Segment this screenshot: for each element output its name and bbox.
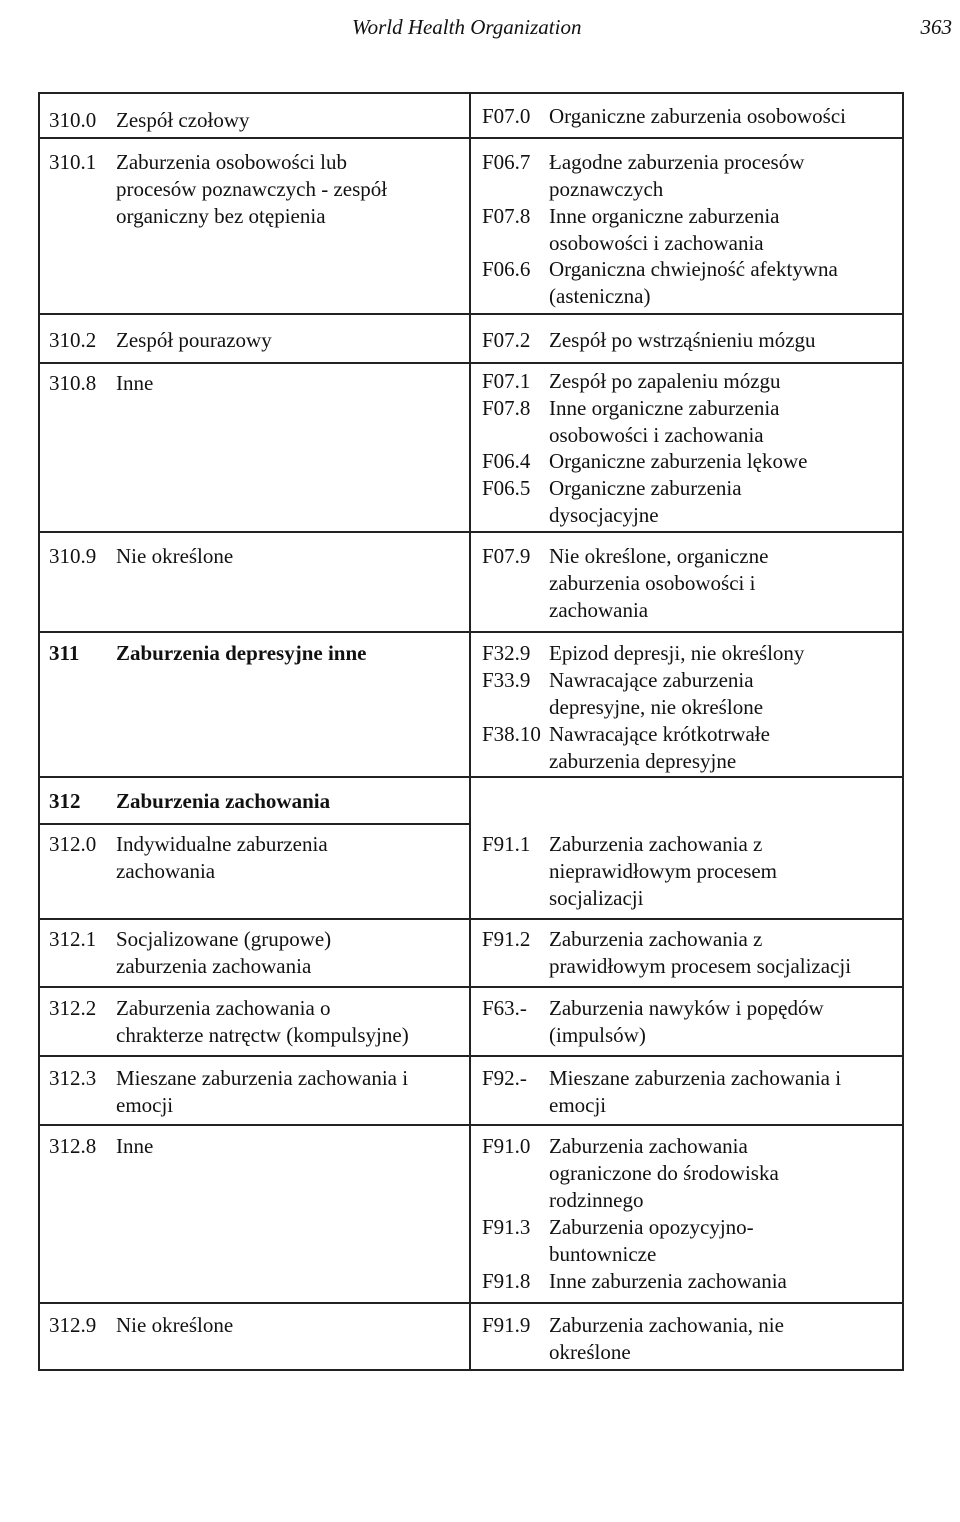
label-line: Indywidualne zaburzenia xyxy=(116,832,328,856)
right-entry xyxy=(482,103,846,130)
label-line: Zaburzenia depresyjne inne xyxy=(116,641,367,665)
code: 310.0 xyxy=(49,108,97,132)
label-line: buntownicze xyxy=(549,1242,657,1266)
code: 312 xyxy=(49,789,81,813)
label-line: Nie określone xyxy=(116,544,234,568)
left-entry xyxy=(49,926,332,978)
code: F92.- xyxy=(482,1066,527,1090)
code: 310.2 xyxy=(49,328,97,352)
label-line: Inne organiczne zaburzenia xyxy=(549,396,780,420)
row-rule xyxy=(40,137,904,139)
left-entry xyxy=(49,370,154,397)
page-number: 363 xyxy=(920,15,952,39)
code: F91.1 xyxy=(482,832,531,856)
code: F07.2 xyxy=(482,328,531,352)
right-entry xyxy=(482,203,780,255)
label-line: Nawracające zaburzenia xyxy=(549,668,754,692)
row-rule xyxy=(40,1055,904,1057)
right-entry xyxy=(482,667,764,719)
label-line: (impulsów) xyxy=(549,1023,646,1047)
label-line: Inne xyxy=(116,1134,154,1158)
label-line: Zespół czołowy xyxy=(116,108,250,132)
label-line: chrakterze natręctw (kompulsyjne) xyxy=(116,1023,409,1047)
label-line: Zaburzenia zachowania xyxy=(549,1134,748,1158)
code: 312.2 xyxy=(49,996,97,1020)
label-line: określone xyxy=(549,1340,631,1364)
row-rule xyxy=(40,823,469,825)
label-line: Zaburzenia opozycyjno- xyxy=(549,1215,754,1239)
label-line: zaburzenia depresyjne xyxy=(549,749,737,773)
label-line: prawidłowym procesem socjalizacji xyxy=(549,954,852,978)
label-line: rodzinnego xyxy=(549,1188,644,1212)
label-line: Inne zaburzenia zachowania xyxy=(549,1269,787,1293)
label-line: Zaburzenia zachowania xyxy=(116,789,331,813)
label-line: (asteniczna) xyxy=(549,284,651,308)
label-line: osobowości i zachowania xyxy=(549,231,764,255)
code: F38.10 xyxy=(482,722,541,746)
label-line: organiczny bez otępienia xyxy=(116,204,326,228)
left-entry xyxy=(49,149,388,228)
label-line: Organiczne zaburzenia xyxy=(549,476,742,500)
label-line: Zaburzenia osobowości lub xyxy=(116,150,347,174)
right-entry xyxy=(482,368,781,395)
label-line: Organiczne zaburzenia lękowe xyxy=(549,449,808,473)
label-line: depresyjne, nie określone xyxy=(549,695,764,719)
running-header-title: World Health Organization xyxy=(352,15,582,39)
right-entry xyxy=(482,1312,784,1364)
code: 312.3 xyxy=(49,1066,97,1090)
label-line: poznawczych xyxy=(549,177,664,201)
label-line: Mieszane zaburzenia zachowania i xyxy=(549,1066,842,1090)
label-line: Epizod depresji, nie określony xyxy=(549,641,805,665)
code: F07.8 xyxy=(482,204,531,228)
code: F91.2 xyxy=(482,927,531,951)
row-rule xyxy=(40,986,904,988)
label-line: zachowania xyxy=(549,598,649,622)
right-entry xyxy=(482,543,769,622)
code: F06.5 xyxy=(482,476,531,500)
label-line: Zespół pourazowy xyxy=(116,328,272,352)
left-entry xyxy=(49,1133,154,1160)
row-rule xyxy=(40,313,904,315)
left-entry xyxy=(49,995,409,1047)
row-rule xyxy=(40,531,904,533)
label-line: Socjalizowane (grupowe) xyxy=(116,927,332,951)
label-line: zaburzenia osobowości i xyxy=(549,571,756,595)
left-entry xyxy=(49,640,367,667)
code: 310.8 xyxy=(49,371,97,395)
label-line: emocji xyxy=(549,1093,607,1117)
label-line: Zaburzenia zachowania, nie xyxy=(549,1313,784,1337)
label-line: Organiczna chwiejność afektywna xyxy=(549,257,838,281)
code: 312.9 xyxy=(49,1313,97,1337)
label-line: nieprawidłowym procesem xyxy=(549,859,778,883)
code: 310.9 xyxy=(49,544,97,568)
left-entry xyxy=(49,831,328,883)
label-line: Zespół po zapaleniu mózgu xyxy=(549,369,781,393)
row-rule xyxy=(40,631,904,633)
right-entry xyxy=(482,1065,842,1117)
code: 312.8 xyxy=(49,1134,97,1158)
label-line: zaburzenia zachowania xyxy=(116,954,312,978)
label-line: procesów poznawczych - zespół xyxy=(116,177,388,201)
left-entry xyxy=(49,1065,409,1117)
right-entry xyxy=(482,327,816,354)
label-line: Zespół po wstrząśnieniu mózgu xyxy=(549,328,816,352)
column-divider xyxy=(469,94,471,1369)
code: F07.8 xyxy=(482,396,531,420)
right-entry xyxy=(482,448,808,475)
label-line: socjalizacji xyxy=(549,886,644,910)
label-line: Nie określone xyxy=(116,1313,234,1337)
label-line: Zaburzenia nawyków i popędów xyxy=(549,996,824,1020)
code: F32.9 xyxy=(482,641,531,665)
right-entry xyxy=(482,831,778,910)
right-entry xyxy=(482,995,824,1047)
code: 312.0 xyxy=(49,832,97,856)
code: 311 xyxy=(49,641,80,665)
label-line: Nawracające krótkotrwałe xyxy=(549,722,770,746)
label-line: Zaburzenia zachowania o xyxy=(116,996,331,1020)
label-line: Organiczne zaburzenia osobowości xyxy=(549,104,846,128)
label-line: Zaburzenia zachowania z xyxy=(549,832,763,856)
left-entry xyxy=(49,543,234,570)
label-line: Inne xyxy=(116,371,154,395)
right-entry xyxy=(482,256,838,308)
code: 312.1 xyxy=(49,927,97,951)
code: F06.4 xyxy=(482,449,531,473)
label-line: ograniczone do środowiska xyxy=(549,1161,779,1185)
right-entry xyxy=(482,926,852,978)
code: F33.9 xyxy=(482,668,531,692)
label-line: emocji xyxy=(116,1093,174,1117)
code: F91.0 xyxy=(482,1134,531,1158)
code: 310.1 xyxy=(49,150,97,174)
right-entry xyxy=(482,640,805,667)
row-rule xyxy=(40,1302,904,1304)
label-line: osobowości i zachowania xyxy=(549,423,764,447)
left-entry xyxy=(49,1312,234,1339)
right-entry xyxy=(482,395,780,447)
right-entry xyxy=(482,1133,779,1212)
row-rule xyxy=(40,362,904,364)
right-entry xyxy=(482,721,770,773)
left-entry xyxy=(49,788,331,815)
label-line: zachowania xyxy=(116,859,216,883)
row-rule xyxy=(40,1124,904,1126)
row-rule xyxy=(40,918,904,920)
label-line: Inne organiczne zaburzenia xyxy=(549,204,780,228)
code: F91.8 xyxy=(482,1269,531,1293)
code: F07.9 xyxy=(482,544,531,568)
label-line: Zaburzenia zachowania z xyxy=(549,927,763,951)
row-rule xyxy=(40,776,904,778)
left-entry xyxy=(49,107,250,134)
code: F07.1 xyxy=(482,369,531,393)
label-line: Nie określone, organiczne xyxy=(549,544,769,568)
label-line: Mieszane zaburzenia zachowania i xyxy=(116,1066,409,1090)
code: F91.9 xyxy=(482,1313,531,1337)
code: F63.- xyxy=(482,996,527,1020)
left-entry xyxy=(49,327,272,354)
code: F06.6 xyxy=(482,257,531,281)
code: F06.7 xyxy=(482,150,531,174)
right-entry xyxy=(482,1214,754,1266)
label-line: Łagodne zaburzenia procesów xyxy=(549,150,805,174)
code: F07.0 xyxy=(482,104,531,128)
right-entry xyxy=(482,149,805,201)
code: F91.3 xyxy=(482,1215,531,1239)
label-line: dysocjacyjne xyxy=(549,503,659,527)
right-entry xyxy=(482,475,742,527)
right-entry xyxy=(482,1268,787,1295)
